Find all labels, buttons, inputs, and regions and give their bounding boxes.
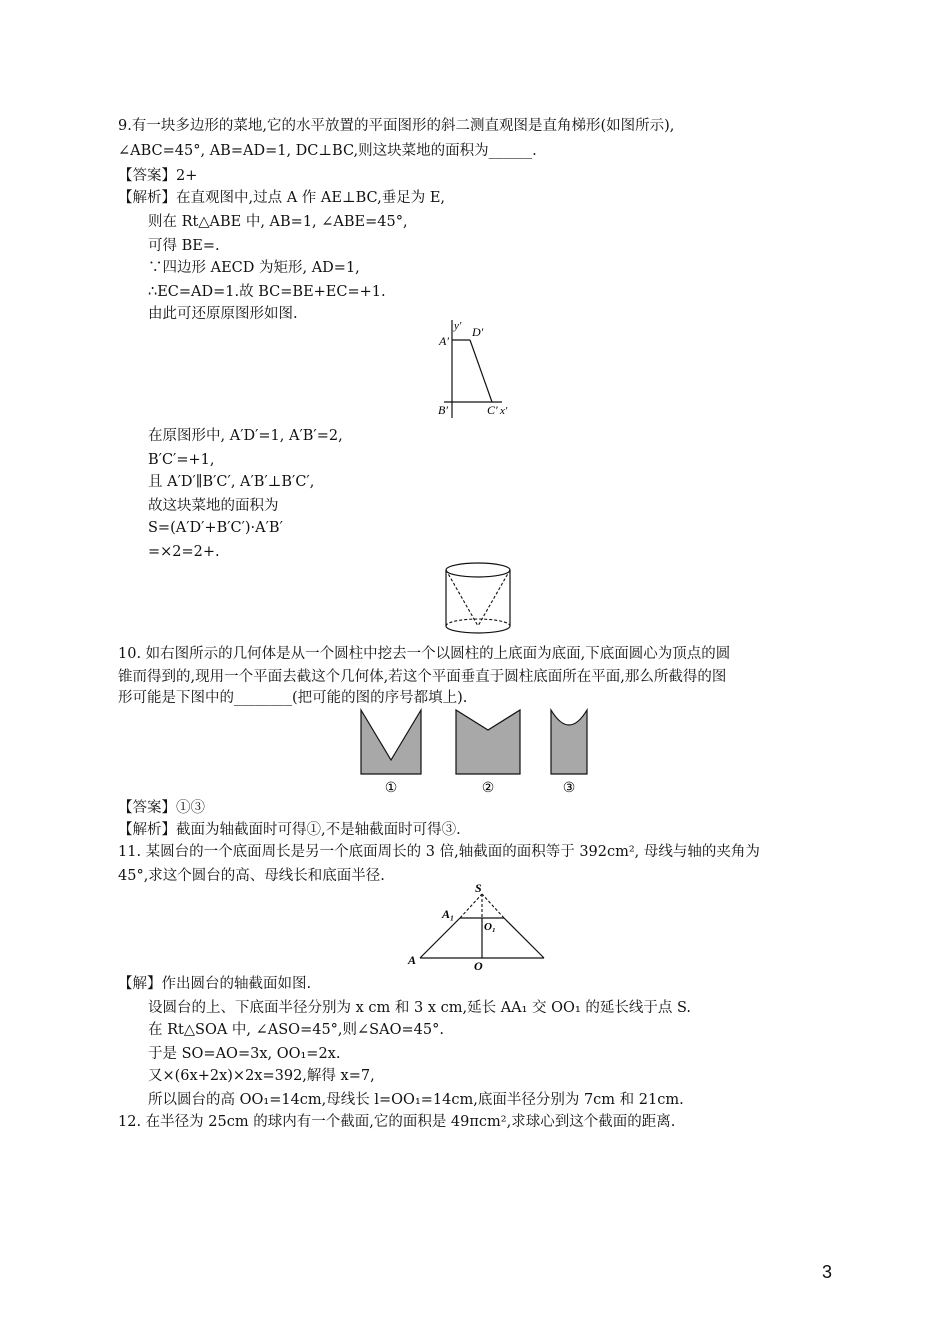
q9-analysis-5: ∴EC=AD=1.故 BC=BE+EC=+1. <box>148 284 386 300</box>
page-number: 3 <box>822 1262 833 1282</box>
q11-line-1: 11. 某圆台的一个底面周长是另一个底面周长的 3 倍,轴截面的面积等于 392cm², 母线与轴的夹角为 <box>118 844 760 860</box>
q9-analysis2-1: 在原图形中, A′D′=1, A′B′=2, <box>148 428 343 444</box>
q9-analysis-4: ∵四边形 AECD 为矩形, AD=1, <box>148 260 360 276</box>
cylinder-cone-figure <box>438 560 518 638</box>
q11-solution-1: 【解】作出圆台的轴截面如图. <box>118 976 312 992</box>
q11-solution-6: 所以圆台的高 OO₁=14cm,母线长 l=OO₁=14cm,底面半径分别为 7cm 和 21cm. <box>148 1092 684 1108</box>
q9-label-c: C′ <box>487 403 498 417</box>
q9-analysis2-6: =×2=2+. <box>148 544 220 560</box>
q11-solution-5: 又×(6x+2x)×2x=392,解得 x=7, <box>148 1068 375 1084</box>
q9-analysis2-3: 且 A′D′∥B′C′, A′B′⊥B′C′, <box>148 474 315 490</box>
q10-line-2: 锥而得到的,现用一个平面去截这个几何体,若这个平面垂直于圆柱底面所在平面,那么所截得的图 <box>118 669 727 685</box>
q9-analysis-3: 可得 BE=. <box>148 238 220 254</box>
q9-analysis-6: 由此可还原原图形如图. <box>148 306 298 322</box>
frustum-label-s: S <box>475 881 482 895</box>
q10-line-1: 10. 如右图所示的几何体是从一个圆柱中挖去一个以圆柱的上底面为底面,下底面圆心为顶点的圆 <box>118 646 731 662</box>
q11-solution-3: 在 Rt△SOA 中, ∠ASO=45°,则∠SAO=45°. <box>148 1022 444 1038</box>
q11-line-2: 45°,求这个圆台的高、母线长和底面半径. <box>118 868 385 884</box>
q10-answer: 【答案】①③ <box>118 800 205 816</box>
q12-line: 12. 在半径为 25cm 的球内有一个截面,它的面积是 49πcm²,求球心到这个截面的距离. <box>118 1114 676 1130</box>
frustum-label-a: A <box>408 953 417 967</box>
q9-line-2: ∠ABC=45°, AB=AD=1, DC⊥BC,则这块菜地的面积为______. <box>118 143 537 159</box>
section-label-1: ① <box>384 781 398 796</box>
q9-label-y: y′ <box>454 320 462 332</box>
q9-analysis2-4: 故这块菜地的面积为 <box>148 498 279 514</box>
frustum-label-o1: O₁ <box>484 921 496 933</box>
q9-label-d: D′ <box>472 325 484 339</box>
q9-analysis-2: 则在 Rt△ABE 中, AB=1, ∠ABE=45°, <box>148 214 408 230</box>
section-label-3: ③ <box>562 781 576 796</box>
q9-analysis2-2: B′C′=+1, <box>148 452 215 468</box>
frustum-label-a1: A₁ <box>442 907 455 921</box>
section-label-2: ② <box>481 781 495 796</box>
q10-analysis: 【解析】截面为轴截面时可得①,不是轴截面时可得③. <box>118 822 461 838</box>
q11-solution-2: 设圆台的上、下底面半径分别为 x cm 和 3 x cm,延长 AA₁ 交 OO₁ 的延长线于点 S. <box>148 1000 691 1016</box>
q9-analysis2-5: S=(A′D′+B′C′)·A′B′ <box>148 520 283 536</box>
q9-label-a: A′ <box>439 334 449 348</box>
q9-analysis-1: 【解析】在直观图中,过点 A 作 AE⊥BC,垂足为 E, <box>118 190 446 206</box>
q11-solution-4: 于是 SO=AO=3x, OO₁=2x. <box>148 1046 341 1062</box>
q9-label-b: B′ <box>438 403 448 417</box>
frustum-axial-section-figure <box>404 878 554 970</box>
q9-coordinate-figure <box>430 318 510 420</box>
cross-sections-figure <box>355 702 615 796</box>
q10-line-3: 形可能是下图中的________(把可能的图的序号都填上). <box>118 690 468 706</box>
frustum-label-o: O <box>474 959 483 970</box>
q9-answer: 【答案】2+ <box>118 168 198 184</box>
q9-label-x: x′ <box>500 405 508 417</box>
q9-line-1: 9.有一块多边形的菜地,它的水平放置的平面图形的斜二测直观图是直角梯形(如图所示), <box>118 118 675 134</box>
